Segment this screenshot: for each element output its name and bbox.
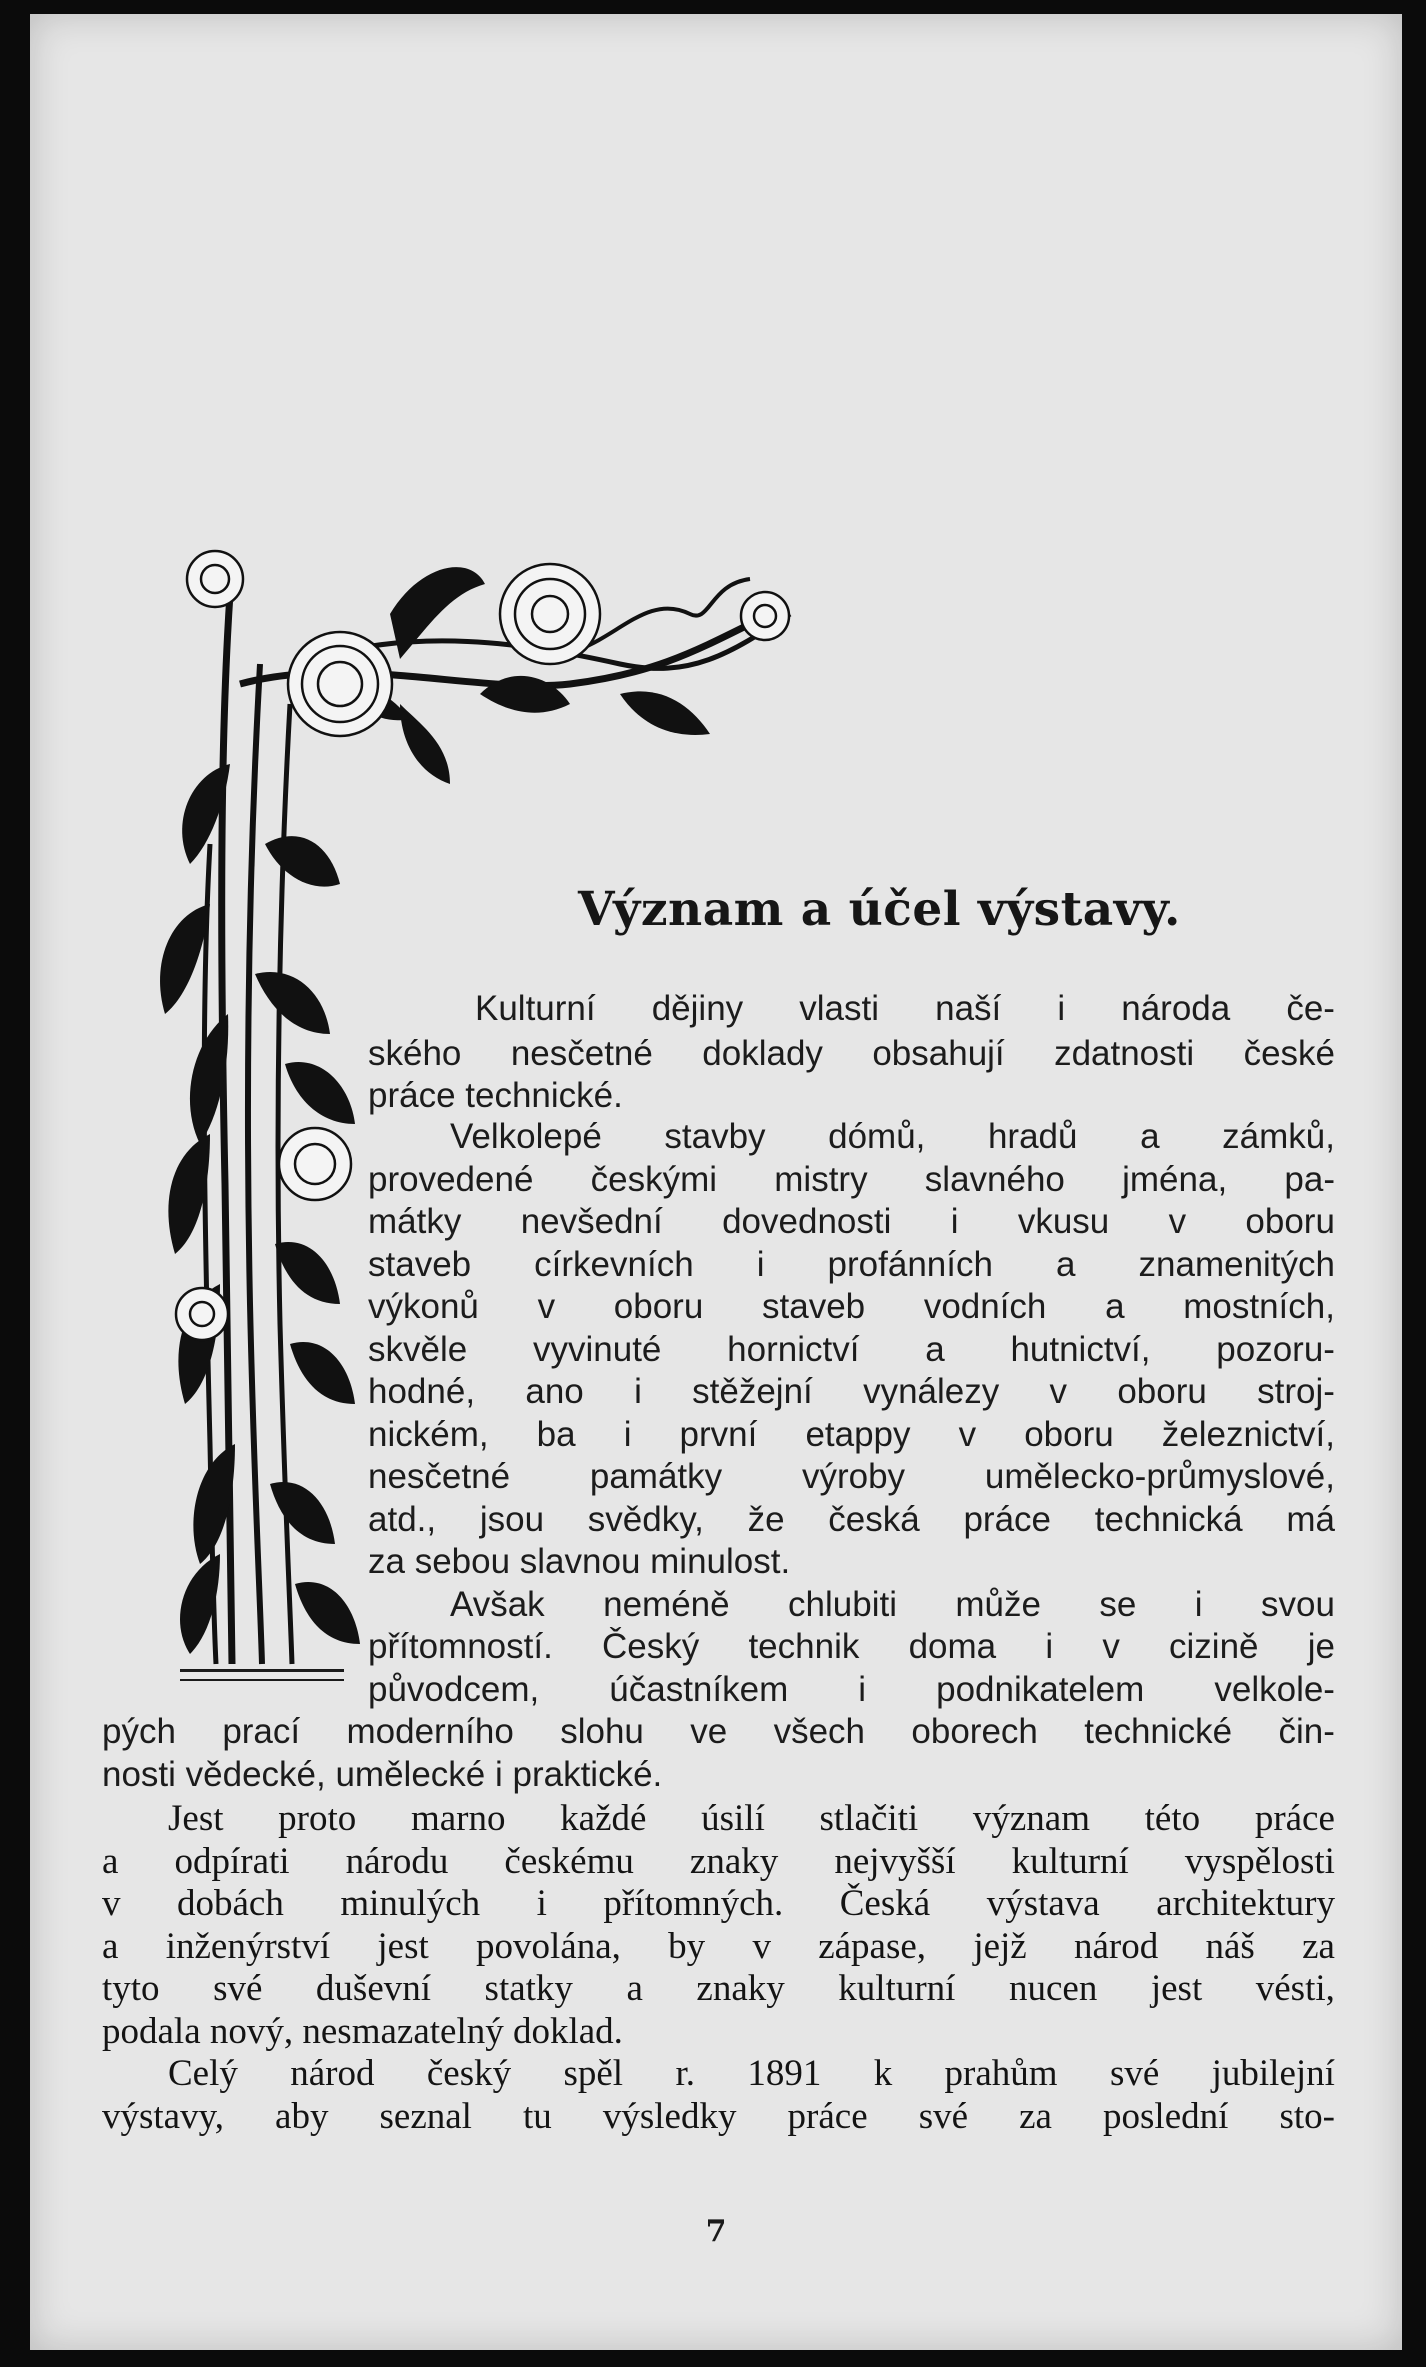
text-line-22: v dobách minulých i přítomných. Česká výstava architektury <box>102 1883 1335 1924</box>
text-line-4: Velkolepé stavby dómů, hradů a zámků, <box>450 1117 1335 1156</box>
text-line-23: a inženýrství jest povolána, by v zápase, jejž národ náš za <box>102 1926 1335 1967</box>
text-line-15: Avšak neméně chlubiti může se i svou <box>450 1585 1335 1624</box>
text-line-20: Jest proto marno každé úsilí stlačiti význam této práce <box>168 1798 1335 1839</box>
text-line-25: podala nový, nesmazatelný doklad. <box>102 2011 623 2052</box>
text-line-12: nesčetné památky výroby umělecko-průmyslové, <box>368 1457 1335 1496</box>
flower-small-right <box>741 592 789 640</box>
text-line-8: výkonů v oboru staveb vodních a mostních, <box>368 1287 1335 1326</box>
page-number: 7 <box>705 2214 727 2249</box>
text-line-13: atd., jsou svědky, že česká práce technická má <box>368 1500 1335 1539</box>
page-title: Význam a účel výstavy. <box>578 882 1181 937</box>
text-line-18: pých prací moderního slohu ve všech oborech technické čin- <box>102 1712 1335 1751</box>
text-line-11: nickém, ba i první etappy v oboru železnictví, <box>368 1415 1335 1454</box>
text-line-2: ského nesčetné doklady obsahují zdatnosti české <box>368 1034 1335 1073</box>
flower-low <box>176 1288 228 1340</box>
text-line-26: Celý národ český spěl r. 1891 k prahům své jubilejní <box>168 2053 1335 2094</box>
flower-mid <box>279 1128 351 1200</box>
book-page <box>30 14 1402 2350</box>
text-line-9: skvěle vyvinuté hornictví a hutnictví, pozoru- <box>368 1330 1335 1369</box>
text-line-19: nosti vědecké, umělecké i praktické. <box>102 1755 663 1794</box>
text-line-17: původcem, účastníkem i podnikatelem velkole- <box>368 1670 1335 1709</box>
text-line-14: za sebou slavnou minulost. <box>368 1542 791 1581</box>
text-line-7: staveb církevních i profánních a znamenitých <box>368 1245 1335 1284</box>
text-line-5: provedené českými mistry slavného jména, pa- <box>368 1160 1335 1199</box>
text-line-24: tyto své duševní statky a znaky kulturní nucen jest vésti, <box>102 1968 1335 2009</box>
text-line-21: a odpírati národu českému znaky nejvyšší kulturní vyspělosti <box>102 1841 1335 1882</box>
text-line-1: Kulturní dějiny vlasti naší i národa če- <box>475 989 1335 1028</box>
ornament-rule-top <box>180 1669 344 1672</box>
ornament-rule-bottom <box>180 1679 344 1681</box>
flower-small-topleft <box>187 551 243 607</box>
text-line-16: přítomností. Český technik doma i v cizině je <box>368 1627 1335 1666</box>
text-line-10: hodné, ano i stěžejní vynálezy v oboru stroj- <box>368 1372 1335 1411</box>
flower-large-top <box>500 564 600 664</box>
text-line-27: výstavy, aby seznal tu výsledky práce své za poslední sto- <box>102 2096 1335 2137</box>
text-line-3: práce technické. <box>368 1076 623 1115</box>
flower-large-center <box>288 632 392 736</box>
text-line-6: mátky nevšední dovednosti i vkusu v oboru <box>368 1202 1335 1241</box>
